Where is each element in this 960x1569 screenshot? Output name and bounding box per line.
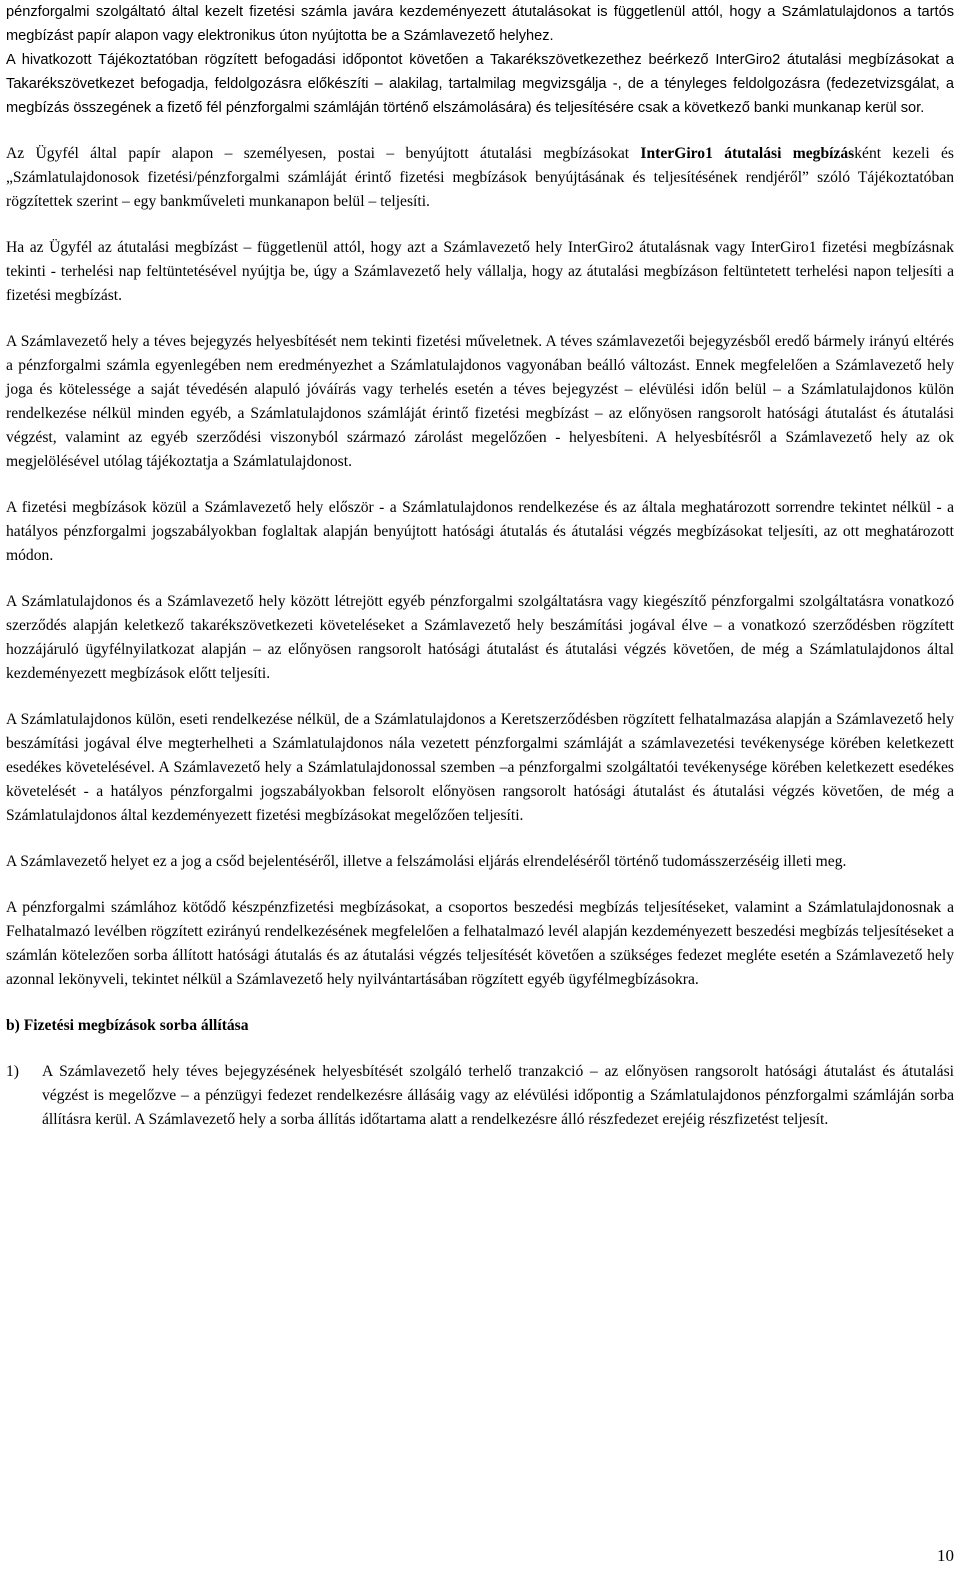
paragraph-paper-based-orders [6,142,954,214]
list-item-number: 1) [6,1063,19,1080]
paragraph-intro-continuation: pénzforgalmi szolgáltató által kezelt fizetési számla javára kezdeményezett átutalásokat is függetlenül attól, hogy a Számlatulajdonos a tartós megbízást papír alapon vagy elektronikus úton nyújtotta be a Számlavezető helyhez. [6,4,954,44]
bold-term-intergiro1: InterGiro1 átutalási megbízás [640,145,855,162]
paragraph-priority-orders: A fizetési megbízások közül a Számlavezető hely először - a Számlatulajdonos rendelkezése és az általa meghatározott sorrendre tekintet nélkül - a hatályos pénzforgalmi jogszabályokban foglaltak alapján benyújtott hatósági átutalás és átutalási végzés megbízásokat teljesíti, az ott meghatározott módon. [6,499,954,564]
paragraph-offset-claims: A Számlatulajdonos és a Számlavezető hely között létrejött egyéb pénzforgalmi szolgáltatásra vagy kiegészítő pénzforgalmi szolgáltatásra vonatkozó szerződés alapján keletkező takarékszövetkezeti követeléseket a Számlavezető hely beszámítási jogával élve – a vonatkozó szerződésben rögzített hozzájáruló ügyfélnyilatkozat alapján – az előnyösen rangsorolt hatósági átutalást és átutalási végzés követően, de még a Számlatulajdonos által kezdeményezett megbízások előtt teljesíti. [6,593,954,682]
paragraph-debit-date: Ha az Ügyfél az átutalási megbízást – függetlenül attól, hogy azt a Számlavezető hely InterGiro2 átutalásnak vagy InterGiro1 fizetési megbízásnak tekinti - terhelési nap feltüntetésével nyújtja be, úgy a Számlavezető hely vállalja, hogy az átutalási megbízáson feltüntetett terhelési napon teljesíti a fizetési megbízást. [6,239,954,304]
section-heading: b) Fizetési megbízások sorba állítása [6,1017,249,1034]
document-page [6,0,954,1132]
paragraph-bankruptcy: A Számlavezető helyet ez a jog a csőd bejelentéséről, illetve a felszámolási eljárás elrendeléséről történő tudomásszerzéséig illeti meg. [6,853,847,870]
paragraph-correction: A Számlavezető hely a téves bejegyzés helyesbítését nem tekinti fizetési műveletnek. A téves számlavezetői bejegyzésből eredő bármely irányú eltérés a pénzforgalmi számla egyenlegében nem eredményezhet a Számlatulajdonos vagyonában beálló változást. Ennek megfelelően a Számlavezető hely joga és kötelessége a saját tévedésén alapuló jóváírás vagy terhelés esetén a téves bejegyzést – elévülési időn belül – a Számlatulajdonos külön rendelkezése nélkül minden egyéb, a Számlatulajdonos számláját érintő fizetési megbízást – az előnyösen rangsorolt hatósági átutalást és átutalási végzést, valamint az egyéb szerződési viszonyból származó zárolást megelőzően - helyesbíteni. A helyesbítésről a Számlavezető hely az ok megjelölésével utólag tájékoztatja a Számlatulajdonost. [6,333,954,470]
paragraph-text: ként kezeli és „Számlatulajdonosok fizetési/pénzforgalmi számláját érintő fizetési megbízások benyújtásának és teljesítésének rendjéről” szóló Tájékoztatóban rögzítettek szerint – egy bankműveleti munkanapon belül – teljesíti. [6,145,954,210]
list-item-text: A Számlavezető hely téves bejegyzésének helyesbítését szolgáló terhelő tranzakció – az előnyösen rangsorolt hatósági átutalást és átutalási végzést is megelőzve – a pénzügyi fedezet rendelkezésre állásáig vagy az elévülési időpontig a Számlatulajdonos pénzforgalmi számláján sorba állításra kerül. A Számlavezető hely a sorba állítás időtartama alatt a rendelkezésre álló részfedezet erejéig részfizetést teljesít. [42,1063,954,1128]
list-item [6,1060,954,1132]
paragraph-account-debit: A Számlatulajdonos külön, eseti rendelkezése nélkül, de a Számlatulajdonos a Keretszerződésben rögzített felhatalmazása alapján a Számlavezető hely beszámítási jogával élve megterhelheti a Számlatulajdonos nála vezetett pénzforgalmi számláját a számlavezetési tevékenysége körében keletkezett esedékes követelésével. A Számlavezető hely a Számlatulajdonossal szemben –a pénzforgalmi szolgáltatói tevékenysége körében keletkezett esedékes követelését - a hatályos pénzforgalmi jogszabályokban felsorolt előnyösen rangsorolt hatósági átutalást és átutalási végzés követően, de még a Számlatulajdonos által kezdeményezett fizetési megbízásokat megelőzően teljesíti. [6,711,954,824]
paragraph-cash-orders: A pénzforgalmi számlához kötődő készpénzfizetési megbízásokat, a csoportos beszedési megbízás teljesítéseket, valamint a Számlatulajdonosnak a Felhatalmazó levélben rögzített ezirányú rendelkezésének megfelelően a felhatalmazó levél alapján kezdeményezett beszedési megbízás teljesítéseket a számlán kötelezően sorba állított hatósági átutalás és az átutalási végzés teljesítését követően a szükséges fedezet megléte esetén a Számlavezető hely azonnal lekönyveli, tekintet nélkül a Számlavezető hely nyilvántartásában rögzített egyéb ügyfélmegbízásokra. [6,899,954,988]
paragraph-intergiro2-processing: A hivatkozott Tájékoztatóban rögzített befogadási időpontot követően a Takarékszövetkezethez beérkező InterGiro2 átutalási megbízásokat a Takarékszövetkezet befogadja, feldolgozásra előkészíti – alakilag, tartalmilag megvizsgálja -, de a tényleges feldolgozásra (fedezetvizsgálat, a megbízás összegének a fizető fél pénzforgalmi számláján történő elszámolására) és teljesítésére csak a következő banki munkanap kerül sor. [6,52,954,116]
paragraph-text: Az Ügyfél által papír alapon – személyesen, postai – benyújtott átutalási megbízásokat [6,145,641,162]
page-number: 10 [937,1546,954,1565]
